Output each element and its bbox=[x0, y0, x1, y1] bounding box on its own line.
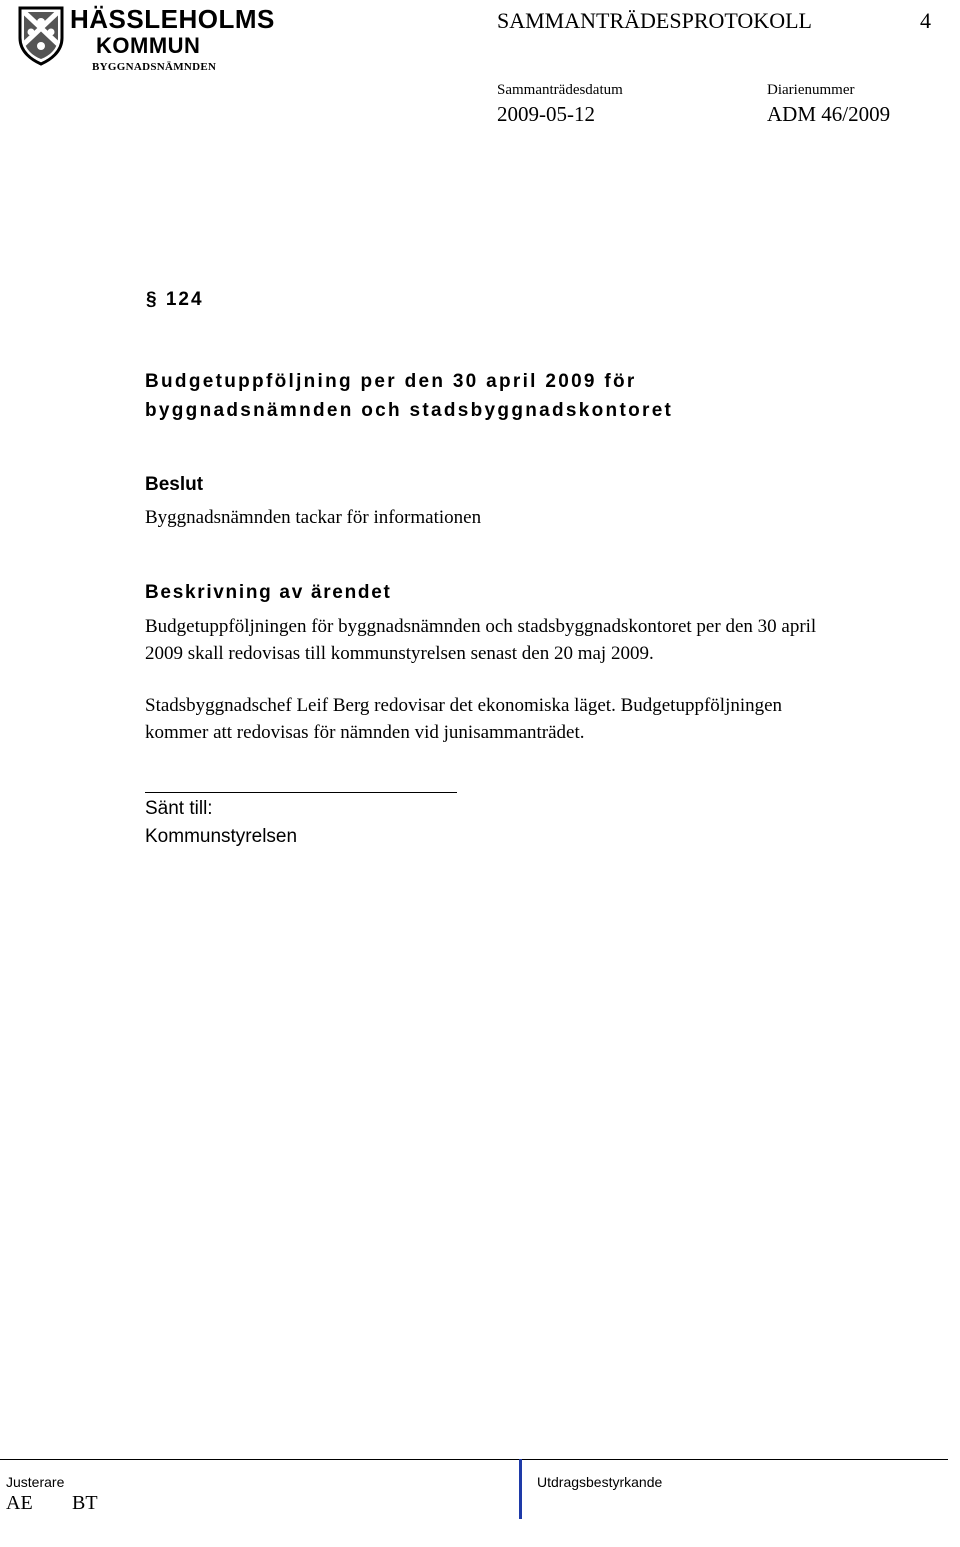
diary-number-value: ADM 46/2009 bbox=[767, 102, 891, 126]
section-title bbox=[145, 367, 673, 425]
footer-rule bbox=[0, 1459, 948, 1460]
org-name-line1: HÄSSLEHOLMS bbox=[70, 4, 275, 34]
meeting-date-value: 2009-05-12 bbox=[497, 102, 595, 126]
verifiers-label: Justerare bbox=[6, 1474, 65, 1490]
paragraph-number: § 124 bbox=[146, 289, 204, 310]
meeting-date-label: Sammanträdesdatum bbox=[497, 82, 623, 98]
description-text bbox=[145, 613, 816, 667]
org-department: BYGGNADSNÄMNDEN bbox=[92, 61, 217, 73]
sent-to-recipient: Kommunstyrelsen bbox=[145, 826, 298, 847]
municipal-coat-of-arms-icon bbox=[16, 4, 66, 66]
description-heading: Beskrivning av ärendet bbox=[145, 582, 392, 603]
decision-text: Byggnadsnämnden tackar för informationen bbox=[145, 507, 482, 528]
footer-divider bbox=[519, 1459, 522, 1519]
section-title-line2: byggnadsnämnden och stadsbyggnadskontoret bbox=[145, 400, 674, 421]
org-name-line2: KOMMUN bbox=[96, 33, 201, 58]
decision-heading: Beslut bbox=[145, 474, 204, 495]
verifier-initials-2: BT bbox=[72, 1492, 98, 1514]
report-line1: Stadsbyggnadschef Leif Berg redovisar det ekonomiska läget. Budgetuppföljningen bbox=[145, 695, 783, 716]
section-title-line1: Budgetuppföljning per den 30 april 2009 för bbox=[145, 371, 637, 392]
report-paragraph bbox=[145, 692, 782, 746]
sent-to-label: Sänt till: bbox=[145, 798, 213, 819]
page-number: 4 bbox=[920, 8, 931, 33]
description-line2: 2009 skall redovisas till kommunstyrelsen senast den 20 maj 2009. bbox=[145, 643, 654, 664]
description-line1: Budgetuppföljningen för byggnadsnämnden och stadsbyggnadskontoret per den 30 april bbox=[145, 616, 817, 637]
extract-certification-label: Utdragsbestyrkande bbox=[537, 1474, 663, 1490]
document-type: SAMMANTRÄDESPROTOKOLL bbox=[497, 8, 812, 33]
report-line2: kommer att redovisas för nämnden vid junisammanträdet. bbox=[145, 722, 585, 743]
diary-number-label: Diarienummer bbox=[767, 82, 855, 98]
divider-line bbox=[145, 792, 457, 793]
verifier-initials-1: AE bbox=[6, 1492, 33, 1514]
